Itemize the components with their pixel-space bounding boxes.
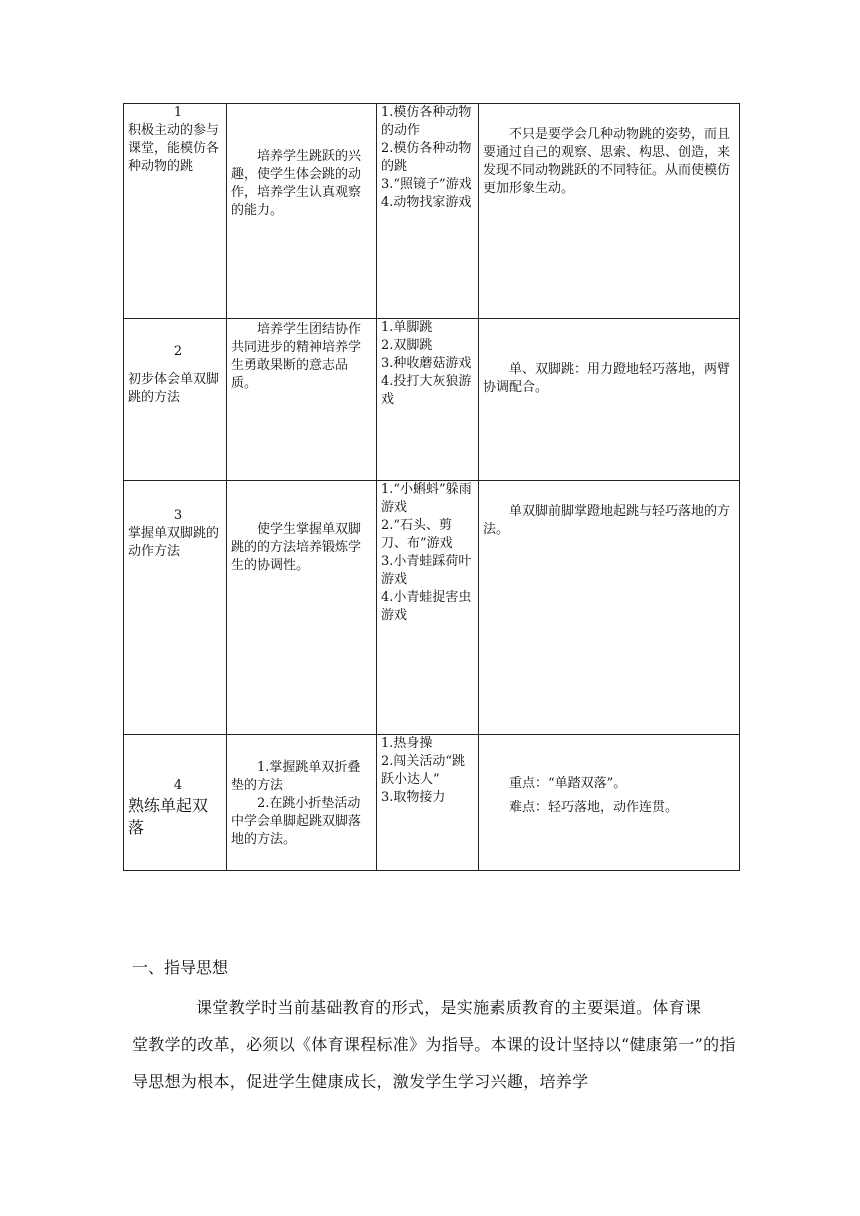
- activity-item: 2.模仿各种动物的跳: [381, 141, 472, 174]
- goal-text: 掌握单双脚跳的动作方法: [128, 526, 220, 559]
- focus-cell: [479, 735, 740, 871]
- goal-text: 积极主动的参与课堂，能模仿各种动物的跳: [128, 123, 220, 174]
- activity-item: 2.闯关活动“跳跃小达人”: [381, 754, 466, 787]
- activities-cell: [377, 481, 479, 735]
- activity-item: 1.模仿各种动物的动作: [381, 105, 472, 138]
- cultivate-text: 1.掌握跳单双折叠垫的方法: [231, 760, 361, 793]
- cultivate-cell: [227, 735, 377, 871]
- cultivate-text: 使学生掌握单双脚跳的的方法培养锻炼学生的协调性。: [231, 522, 362, 573]
- table-row: [124, 104, 740, 319]
- activities-cell: [377, 104, 479, 319]
- activity-item: 3.种收蘑菇游戏: [381, 356, 472, 371]
- table-row: [124, 319, 740, 481]
- focus-text: 重点：“单踏双落”。: [509, 776, 627, 791]
- goal-cell: [124, 735, 227, 871]
- activity-item: 2.双脚跳: [381, 338, 433, 353]
- focus-text: 难点：轻巧落地，动作连贯。: [509, 800, 679, 815]
- row-number: 3: [173, 508, 183, 523]
- guiding-ideology-section: [132, 953, 744, 1100]
- activities-cell: [377, 735, 479, 871]
- focus-text: 单、双脚跳：用力蹬地轻巧落地，两臂协调配合。: [483, 362, 731, 395]
- cultivate-text: 培养学生团结协作共同进步的精神培养学生勇敢果断的意志品质。: [231, 322, 362, 391]
- focus-cell: [479, 481, 740, 735]
- section-heading: 一、指导思想: [132, 958, 229, 977]
- activity-item: 3.小青蛙踩荷叶游戏: [381, 554, 472, 587]
- goal-text: 熟练单起双落: [128, 796, 209, 837]
- activity-item: 3.取物接力: [381, 790, 446, 805]
- focus-cell: [479, 319, 740, 481]
- cultivate-cell: [227, 104, 377, 319]
- row-number: 1: [173, 105, 183, 120]
- cultivate-text: 2.在跳小折垫活动中学会单脚起跳双脚落地的方法。: [231, 796, 362, 847]
- activity-item: 1.热身操: [381, 736, 433, 751]
- focus-text: 单双脚前脚掌蹬地起跳与轻巧落地的方法。: [483, 504, 731, 537]
- cultivate-text: 培养学生跳跃的兴趣，使学生体会跳的动作，培养学生认真观察的能力。: [231, 149, 362, 218]
- activities-cell: [377, 319, 479, 481]
- activity-item: 2.“石头、剪刀、布”游戏: [381, 518, 453, 551]
- goal-text: 初步体会单双脚跳的方法: [128, 372, 220, 405]
- cultivate-cell: [227, 481, 377, 735]
- row-number: 2: [173, 344, 183, 359]
- activity-item: 1.单脚跳: [381, 320, 433, 335]
- goal-cell: [124, 481, 227, 735]
- focus-text: 不只是要学会几种动物跳的姿势，而且要通过自己的观察、思索、构思、创造，来发现不同动物跳跃的不同特征。从而使模仿更加形象生动。: [483, 127, 731, 196]
- cultivate-cell: [227, 319, 377, 481]
- lesson-table: [123, 103, 740, 871]
- table-row: [124, 735, 740, 871]
- section-paragraph-line1: 课堂教学时当前基础教育的形式，是实施素质教育的主要渠道。体育课: [196, 998, 702, 1017]
- table-row: [124, 481, 740, 735]
- section-paragraph: 堂教学的改革，必须以《体育课程标准》为指导。本课的设计坚持以“健康第一”的指导思想为根本，促进学生健康成长，激发学生学习兴趣，培养学: [132, 1035, 736, 1091]
- activity-item: 4.动物找家游戏: [381, 195, 472, 210]
- goal-cell: [124, 319, 227, 481]
- focus-cell: [479, 104, 740, 319]
- row-number: 4: [173, 778, 183, 793]
- activity-item: 1.“小蝌蚪”躲雨游戏: [381, 482, 472, 515]
- activity-item: 3.“照镜子”游戏: [381, 177, 472, 192]
- activity-item: 4.小青蛙捉害虫游戏: [381, 590, 472, 623]
- activity-item: 4.投打大灰狼游戏: [381, 374, 472, 407]
- goal-cell: [124, 104, 227, 319]
